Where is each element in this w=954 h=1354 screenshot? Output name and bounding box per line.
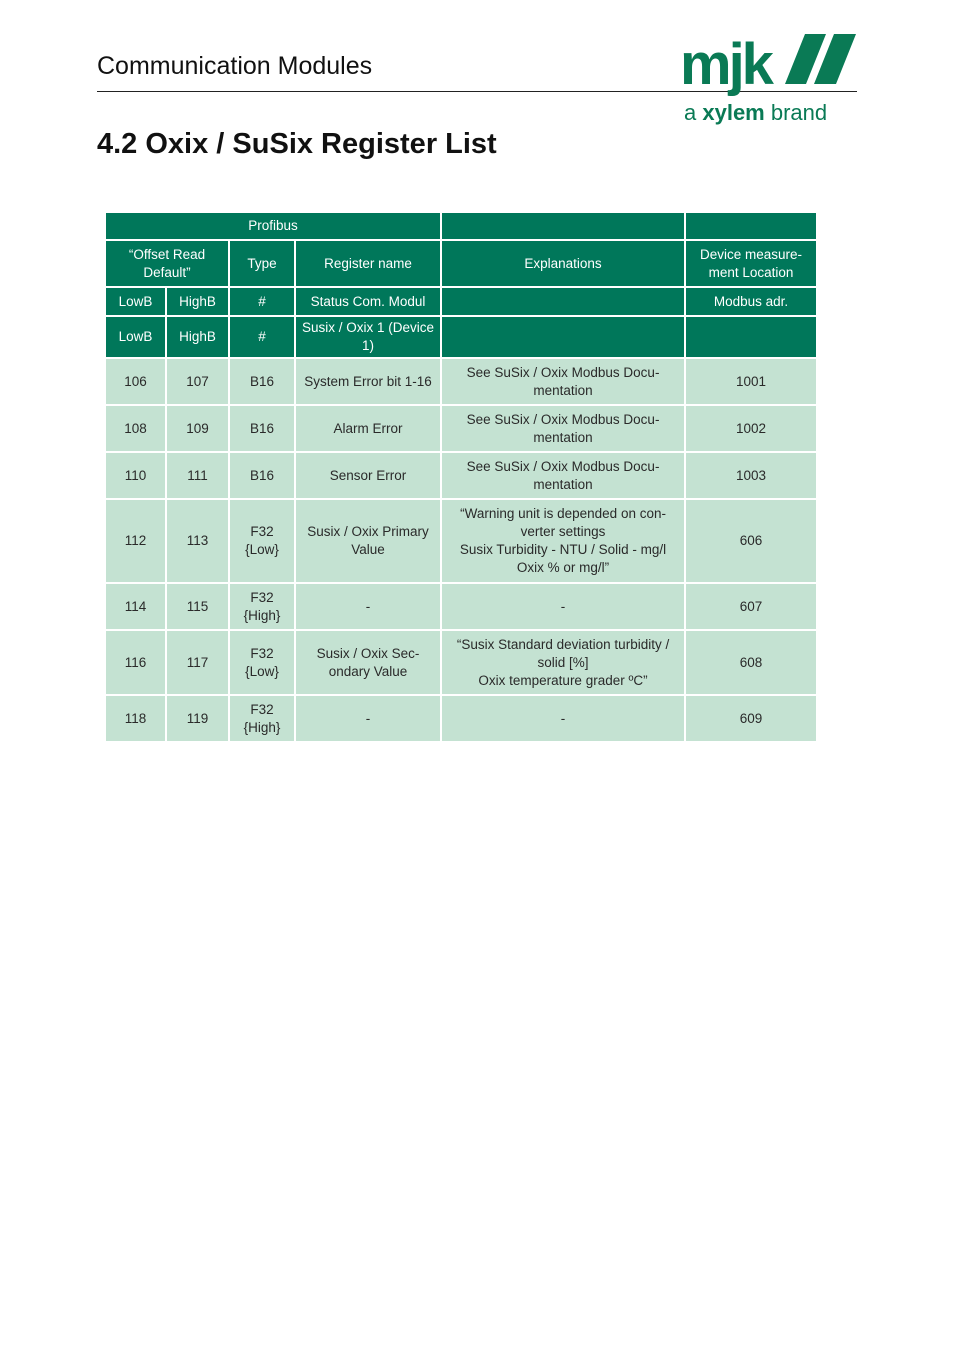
table-header-row	[105, 240, 817, 287]
cell-register-name: -	[295, 695, 441, 742]
register-table	[104, 211, 818, 743]
logo-wordmark: mjk	[680, 32, 771, 97]
header-modbus-adr: Modbus adr.	[685, 287, 817, 316]
cell-explanation: “Warning unit is depended on con-verter settings Susix Turbidity - NTU / Solid - mg/l Oxix % or mg/l”	[441, 499, 685, 583]
cell-highb: 111	[166, 452, 229, 499]
header-blank	[441, 212, 685, 240]
table-header-row	[105, 287, 817, 316]
cell-register-name: -	[295, 583, 441, 630]
header-blank	[441, 316, 685, 358]
cell-explanation: -	[441, 583, 685, 630]
header-lowb: LowB	[105, 287, 166, 316]
cell-lowb: 118	[105, 695, 166, 742]
cell-type: F32 {Low}	[229, 499, 295, 583]
cell-lowb: 114	[105, 583, 166, 630]
cell-register-name: Alarm Error	[295, 405, 441, 452]
cell-location: 609	[685, 695, 817, 742]
cell-highb: 113	[166, 499, 229, 583]
header-explanations: Explanations	[441, 240, 685, 287]
header-blank	[685, 212, 817, 240]
cell-register-name: Susix / Oxix Sec-ondary Value	[295, 630, 441, 695]
cell-highb: 107	[166, 358, 229, 405]
header-hash: #	[229, 316, 295, 358]
cell-lowb: 116	[105, 630, 166, 695]
cell-location: 606	[685, 499, 817, 583]
cell-register-name: Sensor Error	[295, 452, 441, 499]
cell-register-name: Susix / Oxix Primary Value	[295, 499, 441, 583]
cell-lowb: 112	[105, 499, 166, 583]
header-device-location: Device measure-ment Location	[685, 240, 817, 287]
cell-type: F32 {High}	[229, 695, 295, 742]
table-row	[105, 695, 817, 742]
table-row	[105, 499, 817, 583]
header-hash: #	[229, 287, 295, 316]
cell-explanation: -	[441, 695, 685, 742]
cell-highb: 117	[166, 630, 229, 695]
header-status-com: Status Com. Modul	[295, 287, 441, 316]
cell-type: B16	[229, 358, 295, 405]
cell-explanation: See SuSix / Oxix Modbus Docu-mentation	[441, 405, 685, 452]
cell-location: 608	[685, 630, 817, 695]
cell-explanation: See SuSix / Oxix Modbus Docu-mentation	[441, 358, 685, 405]
table-row	[105, 358, 817, 405]
header-blank	[441, 287, 685, 316]
cell-type: F32 {Low}	[229, 630, 295, 695]
table-row	[105, 452, 817, 499]
table-header-row	[105, 212, 817, 240]
header-register-name: Register name	[295, 240, 441, 287]
logo-tagline: a xylem brand	[684, 100, 828, 125]
cell-lowb: 106	[105, 358, 166, 405]
cell-location: 607	[685, 583, 817, 630]
page-title: 4.2 Oxix / SuSix Register List	[97, 128, 497, 160]
cell-highb: 109	[166, 405, 229, 452]
cell-explanation: See SuSix / Oxix Modbus Docu-mentation	[441, 452, 685, 499]
cell-location: 1002	[685, 405, 817, 452]
table-header-row	[105, 316, 817, 358]
cell-highb: 119	[166, 695, 229, 742]
table-row	[105, 630, 817, 695]
cell-type: B16	[229, 405, 295, 452]
header-type: Type	[229, 240, 295, 287]
cell-lowb: 110	[105, 452, 166, 499]
cell-location: 1001	[685, 358, 817, 405]
cell-lowb: 108	[105, 405, 166, 452]
header-offset: “Offset Read Default”	[105, 240, 229, 287]
header-profibus: Profibus	[105, 212, 441, 240]
section-header: Communication Modules	[97, 52, 373, 80]
cell-location: 1003	[685, 452, 817, 499]
header-highb: HighB	[166, 287, 229, 316]
cell-highb: 115	[166, 583, 229, 630]
table-row	[105, 405, 817, 452]
header-device-name: Susix / Oxix 1 (Device 1)	[295, 316, 441, 358]
cell-register-name: System Error bit 1-16	[295, 358, 441, 405]
header-blank	[685, 316, 817, 358]
cell-explanation: “Susix Standard deviation turbidity / solid [%] Oxix temperature grader ºC”	[441, 630, 685, 695]
header-lowb: LowB	[105, 316, 166, 358]
cell-type: B16	[229, 452, 295, 499]
cell-type: F32 {High}	[229, 583, 295, 630]
header-highb: HighB	[166, 316, 229, 358]
table-row	[105, 583, 817, 630]
